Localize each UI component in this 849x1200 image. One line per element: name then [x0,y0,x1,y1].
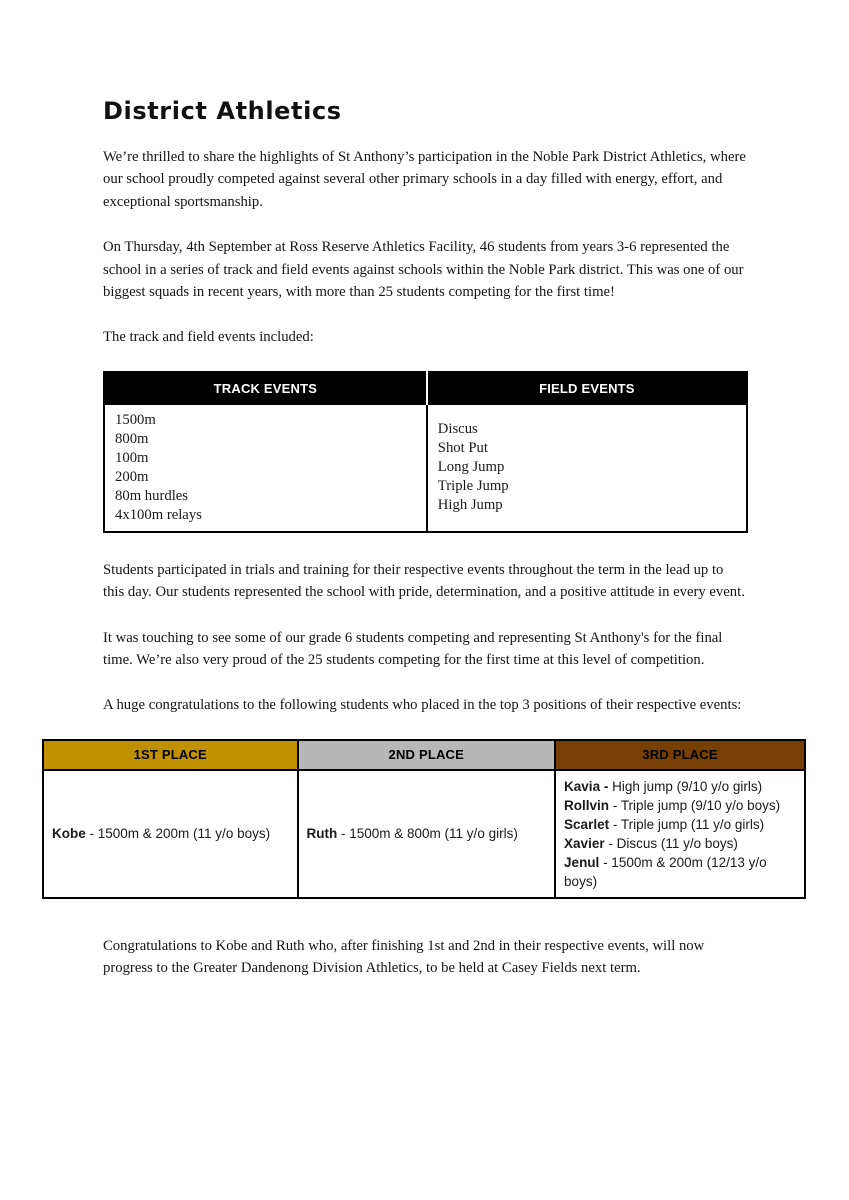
third-place-header: 3RD PLACE [555,740,805,770]
place-entry: Ruth - 1500m & 800m (11 y/o girls) [306,826,518,842]
field-event-item: High Jump [437,497,503,514]
place-entry: Kavia - High jump (9/10 y/o girls) [564,778,763,794]
place-entry: Kobe - 1500m & 200m (11 y/o boys) [52,826,271,842]
paragraph-placings-lead-in: A huge congratulations to the following students who placed in the top 3 positions of their respective events: [103,697,742,714]
events-table-header-row [104,372,747,405]
place-entry: Jenul - 1500m & 200m (12/13 y/o boys) [564,854,767,889]
page-title: District Athletics [103,97,342,125]
paragraph-events-lead-in: The track and field events included: [103,329,314,346]
place-entry: Scarlet - Triple jump (11 y/o girls) [564,816,765,832]
field-events-cell [427,405,747,532]
place-entry: Xavier - Discus (11 y/o boys) [564,835,738,851]
field-event-item: Long Jump [437,459,505,476]
track-event-item: 80m hurdles [115,487,189,504]
place-entry: Rollvin - Triple jump (9/10 y/o boys) [564,797,781,813]
second-place-header: 2ND PLACE [298,740,556,770]
paragraph-intro: We’re thrilled to share the highlights of St Anthony’s participation in the Noble Park District Athletics, where our school proudly competed against several other primary schools in a day filled with energy, effort, and exceptional sportsmanship. [103,149,746,210]
track-event-item: 200m [115,468,149,485]
track-event-item: 100m [115,449,149,466]
placings-table-body-row [43,770,805,898]
paragraph-congratulations: Congratulations to Kobe and Ruth who, after finishing 1st and 2nd in their respective events, will now progress to the Greater Dandenong Division Athletics, to be held at Casey Fields next term. [103,937,705,977]
field-event-item: Discus [437,421,478,438]
first-place-cell [43,770,298,898]
second-place-cell [298,770,556,898]
paragraph-grade6: It was touching to see some of our grade 6 students competing and representing St Anthony's for the final time. We’re also very proud of the 25 students competing for the first time at this level of competition. [103,629,723,669]
events-table [103,371,748,533]
events-table-body-row [104,405,747,532]
third-place-cell [555,770,805,898]
field-event-item: Triple Jump [437,478,509,495]
placings-table [42,739,806,899]
placings-table-header-row [43,740,805,770]
track-events-cell [104,405,427,532]
paragraph-event-day: On Thursday, 4th September at Ross Reserve Athletics Facility, 46 students from years 3-6 represented the school in a series of track and field events against schools within the Noble Park district. This was one of our biggest squads in recent years, with more than 25 students competing for the first time! [103,239,744,301]
track-event-item: 4x100m relays [115,506,202,523]
field-event-item: Shot Put [437,440,488,457]
paragraph-trials: Students participated in trials and training for their respective events throughout the term in the lead up to this day. Our students represented the school with pride, determination, and a positive attitude in every event. [103,561,745,601]
track-event-item: 800m [115,430,149,447]
field-events-header: FIELD EVENTS [427,372,747,405]
track-events-header: TRACK EVENTS [104,372,427,405]
first-place-header: 1ST PLACE [43,740,298,770]
track-event-item: 1500m [115,411,156,428]
